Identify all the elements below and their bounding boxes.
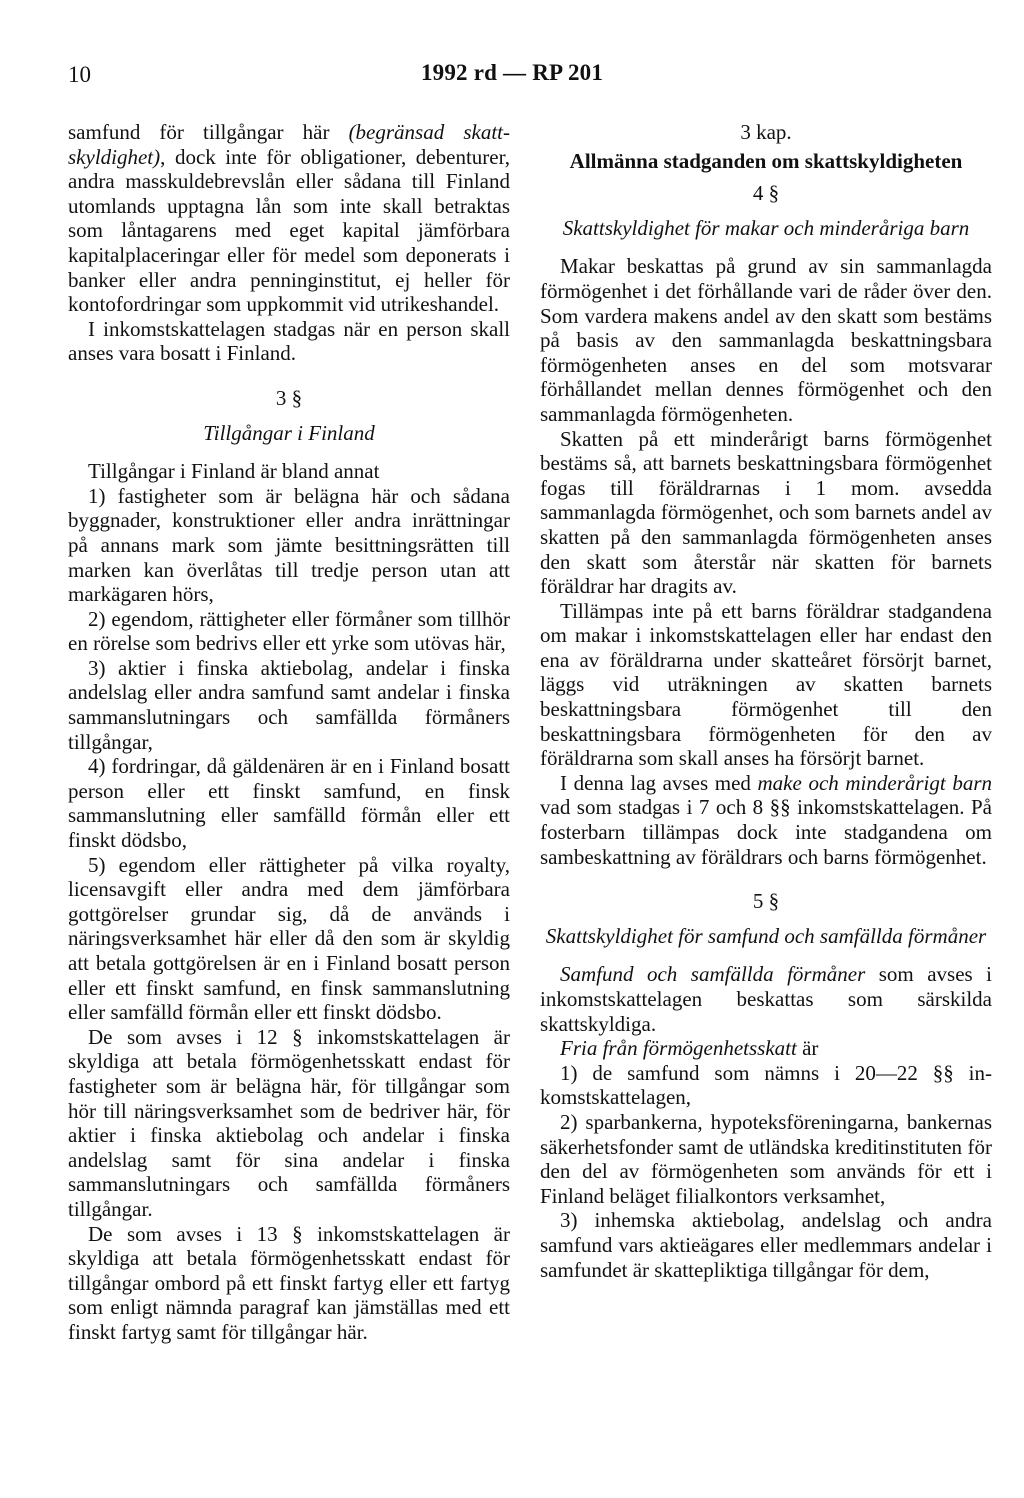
section-number: 4 §: [752, 181, 780, 206]
list-item: 1) de samfund som nämns i 20—22 §§ inkomstskattelagen,: [540, 1060, 992, 1110]
text-run: , dock inte för obligationer, debenturer, andra masskuldebrevslån eller sådana till Finland utomlands upptagna lån som inte skall betraktas som låntagarens med eget kapital jämförbara kapitalplaceringar eller för medel som deponerats i banker eller andra penninginstitut, ej heller för kontofordringar som uppkommit vid utrikeshandel.: [68, 144, 510, 317]
section-title: Skattskyldighet för makar och minderåriga barn: [562, 215, 970, 240]
text-run: I denna lag avses med: [560, 770, 758, 795]
text-run: samfund för tillgångar här: [68, 120, 349, 144]
list-item: 4) fordringar, då gäldenären är en i Finland bosatt person eller ett finskt samfund, en finsk sammanslutning eller samfälld förmån eller ett finskt dödsbo,: [68, 754, 510, 853]
chapter-number: 3 kap.: [740, 120, 792, 144]
paragraph: Tillämpas inte på ett barns föräldrar stadgandena om makar i inkomstskattelagen eller har endast den ena av föräldrarna under skatteåret försörjt barnet, läggs vid uträkningen av skatten barnets beskattningsbara förmögenhet till den beskattningsbara förmögenheten för den av föräldrarna som skall anses ha försörjt barnet.: [540, 598, 992, 771]
paragraph: Tillgångar i Finland är bland annat: [88, 459, 380, 484]
paragraph: Skatten på ett minderårigt barns förmögenhet bestäms så, att barnets beskattningsbara förmögenhet fogas till föräldrarnas i 1 mom. avsedda sammanlagda förmögenhet, och som barnets andel av skatten på den sammanlagda förmögenheten anses den skatt som återstår när skatten för barnets föräldrar har dragits av.: [540, 426, 992, 599]
list-item: 2) egendom, rättigheter eller förmåner som tillhör en rörelse som bedrivs eller ett yrke som utövas här,: [68, 606, 510, 656]
paragraph: I inkomstskattelagen stadgas när en person skall anses vara bosatt i Finland.: [68, 316, 510, 366]
paragraph: [540, 1036, 992, 1061]
paragraph: [68, 120, 510, 317]
running-head: 1992 rd — RP 201: [420, 60, 604, 85]
paragraph: [540, 771, 992, 869]
right-column: [540, 120, 992, 1282]
paragraph: De som avses i 12 § inkomstskattelagen är skyldiga att betala förmögenhetsskatt endast för fastigheter som är belägna här, för tillgångar som hör till näringsverksamhet som de bedriver här, för aktier i finska aktiebolag och andelar i finska andelslag samt för sina andelar i finska sammanslutningars och samfällda förmåners tillgångar.: [68, 1024, 510, 1221]
text-run: som avses i inkomstskattelagen beskattas som särskilda skattskyldiga.: [540, 962, 992, 1036]
italic-term: (begränsad skattskyldighet): [68, 120, 510, 169]
italic-term: Fria från förmögenhetsskatt: [560, 1036, 797, 1061]
paragraph: De som avses i 13 § inkomstskattelagen är skyldiga att betala förmögenhetsskatt endast för tillgångar ombord på ett finskt fartyg eller ett fartyg som enligt nämnda paragraf kan jämställas med ett finskt fartyg samt för tillgångar här.: [68, 1221, 510, 1344]
section-title: Tillgångar i Finland: [203, 420, 375, 445]
text-run: är: [796, 1036, 819, 1061]
list-item: 2) sparbankerna, hypoteksföreningarna, bankernas säkerhetsfonder samt de utländska kreditinstituten för den del av förmögenheten som används för ett i Finland beläget filialkontors verksamhet,: [540, 1109, 992, 1208]
left-column: [68, 120, 510, 1345]
section-title: Skattskyldighet för samfund och samfällda förmåner: [545, 923, 987, 948]
paragraph: Makar beskattas på grund av sin sammanlagda förmögenhet i det förhållande vari de råder över den. Som vardera makens andel av den skatt som bestäms på basis av den sammanlagda beskattningsbara förmögenheten anses en del som motsvarar förhållandet mellan dennes förmögenhet och den sammanlagda förmögenheten.: [540, 254, 992, 426]
list-item: 3) aktier i finska aktiebolag, andelar i finska andelslag eller andra samfund samt andelar i finska sammanslutningars och samfällda förmåners tillgångar,: [68, 655, 510, 754]
list-item: 5) egendom eller rättigheter på vilka royalty, licensavgift eller andra med dem jämförbara gottgörelser grundar sig, då de används i näringsverksamhet här eller då den som är skyldig att betala gottgörelsen är en i Finland bosatt person eller ett finskt samfund, en finsk sammanslutning eller samfälld förmån eller ett finskt dödsbo.: [68, 852, 510, 1025]
paragraph: [540, 962, 992, 1036]
text-run: vad som stadgas i 7 och 8 §§ inkomstskattelagen. På fosterbarn tillämpas dock inte stadgandena om sambeskattning av föräldrars och barns förmögenhet.: [540, 795, 992, 869]
list-item: 3) inhemska aktiebolag, andelslag och andra samfund vars aktieägares eller medlemmars andelar i samfundet är skattepliktiga tillgångar för dem,: [540, 1208, 992, 1282]
section-number: 5 §: [752, 889, 780, 914]
page-number: 10: [68, 62, 91, 87]
section-number: 3 §: [275, 385, 303, 410]
chapter-title: Allmänna stadganden om skattskyldigheten: [569, 148, 963, 173]
italic-term: make och minderårigt barn: [757, 770, 992, 795]
list-item: 1) fastigheter som är belägna här och sådana byggnader, konstruktioner eller andra inrättningar på annans mark som jämte besittningsrätten till marken kan överlåtas till tredje person utan att markägaren hörs,: [68, 483, 510, 607]
italic-term: Samfund och samfällda förmåner: [560, 962, 866, 987]
